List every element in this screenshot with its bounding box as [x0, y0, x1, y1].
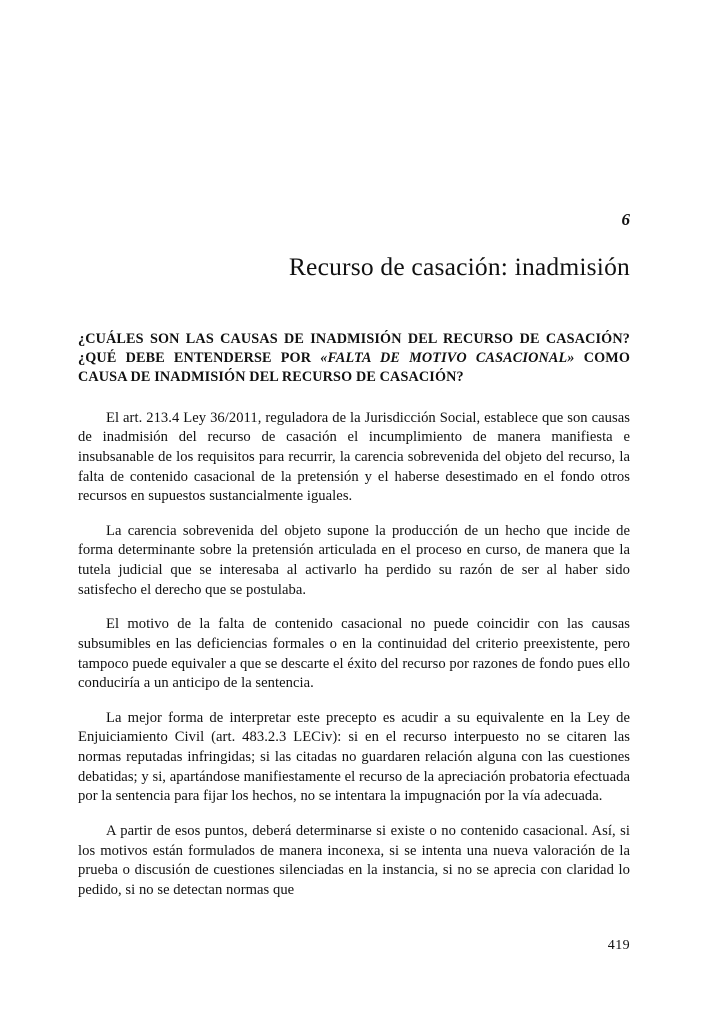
chapter-title: Recurso de casación: inadmisión: [288, 252, 630, 281]
section-heading-emphasis: «FALTA DE MOTIVO CASACIONAL»: [320, 349, 575, 366]
body-paragraph: La mejor forma de interpretar este precepto es acudir a su equivalente en la Ley de Enjuiciamiento Civil (art. 483.2.3 LECiv): si en el recurso interpuesto no se citaren las normas reputadas infringidas; si las citadas no guardaren relación alguna con las cuestiones debatidas; y si, apartándose manifiestamente el recurso de la apreciación probatoria efectuada por la sentencia para fijar los hechos, no se intentara la impugnación por la vía adecuada.: [78, 709, 630, 805]
section-heading-part2: COMO CAUSA DE INADMISIÓN DEL RECURSO DE CASACIÓN?: [78, 349, 630, 385]
page-content: [78, 0, 630, 900]
body-paragraph: A partir de esos puntos, deberá determinarse si existe o no contenido casacional. Así, si los motivos están formulados de manera inconexa, si se intenta una nueva valoración de la prueba o discusión de cuestiones silenciadas en la instancia, si no se aprecia con claridad lo pedido, si no se detectan normas que: [78, 822, 630, 898]
body-paragraph: El motivo de la falta de contenido casacional no puede coincidir con las causas subsumibles en las deficiencias formales o en la continuidad del criterio preexistente, pero tampoco puede equivaler a que se descarte el éxito del recurso por razones de fondo pues ello conduciría a un anticipo de la sentencia.: [78, 616, 630, 692]
chapter-number: 6: [621, 210, 630, 229]
section-heading: [78, 330, 630, 387]
page-number: 419: [607, 938, 630, 953]
section-heading-part1: ¿CUÁLES SON LAS CAUSAS DE INADMISIÓN DEL RECURSO DE CASACIÓN?¿QUÉ DEBE ENTENDERSE POR: [78, 331, 630, 366]
body-paragraph: El art. 213.4 Ley 36/2011, reguladora de la Jurisdicción Social, establece que son causas de inadmisión del recurso de casación el incumplimiento de manera manifiesta e insubsanable de los requisitos para recurrir, la carencia sobrevenida del objeto del recurso, la falta de contenido casacional de la pretensión y el haberse desestimado en el fondo otros recursos en supuestos sustancialmente iguales.: [78, 409, 630, 505]
body-paragraph: La carencia sobrevenida del objeto supone la producción de un hecho que incide de forma determinante sobre la pretensión articulada en el proceso en curso, de manera que la tutela judicial que se interesaba al activarlo ha perdido su razón de ser al haber sido satisfecho el derecho que se postulaba.: [78, 522, 630, 598]
